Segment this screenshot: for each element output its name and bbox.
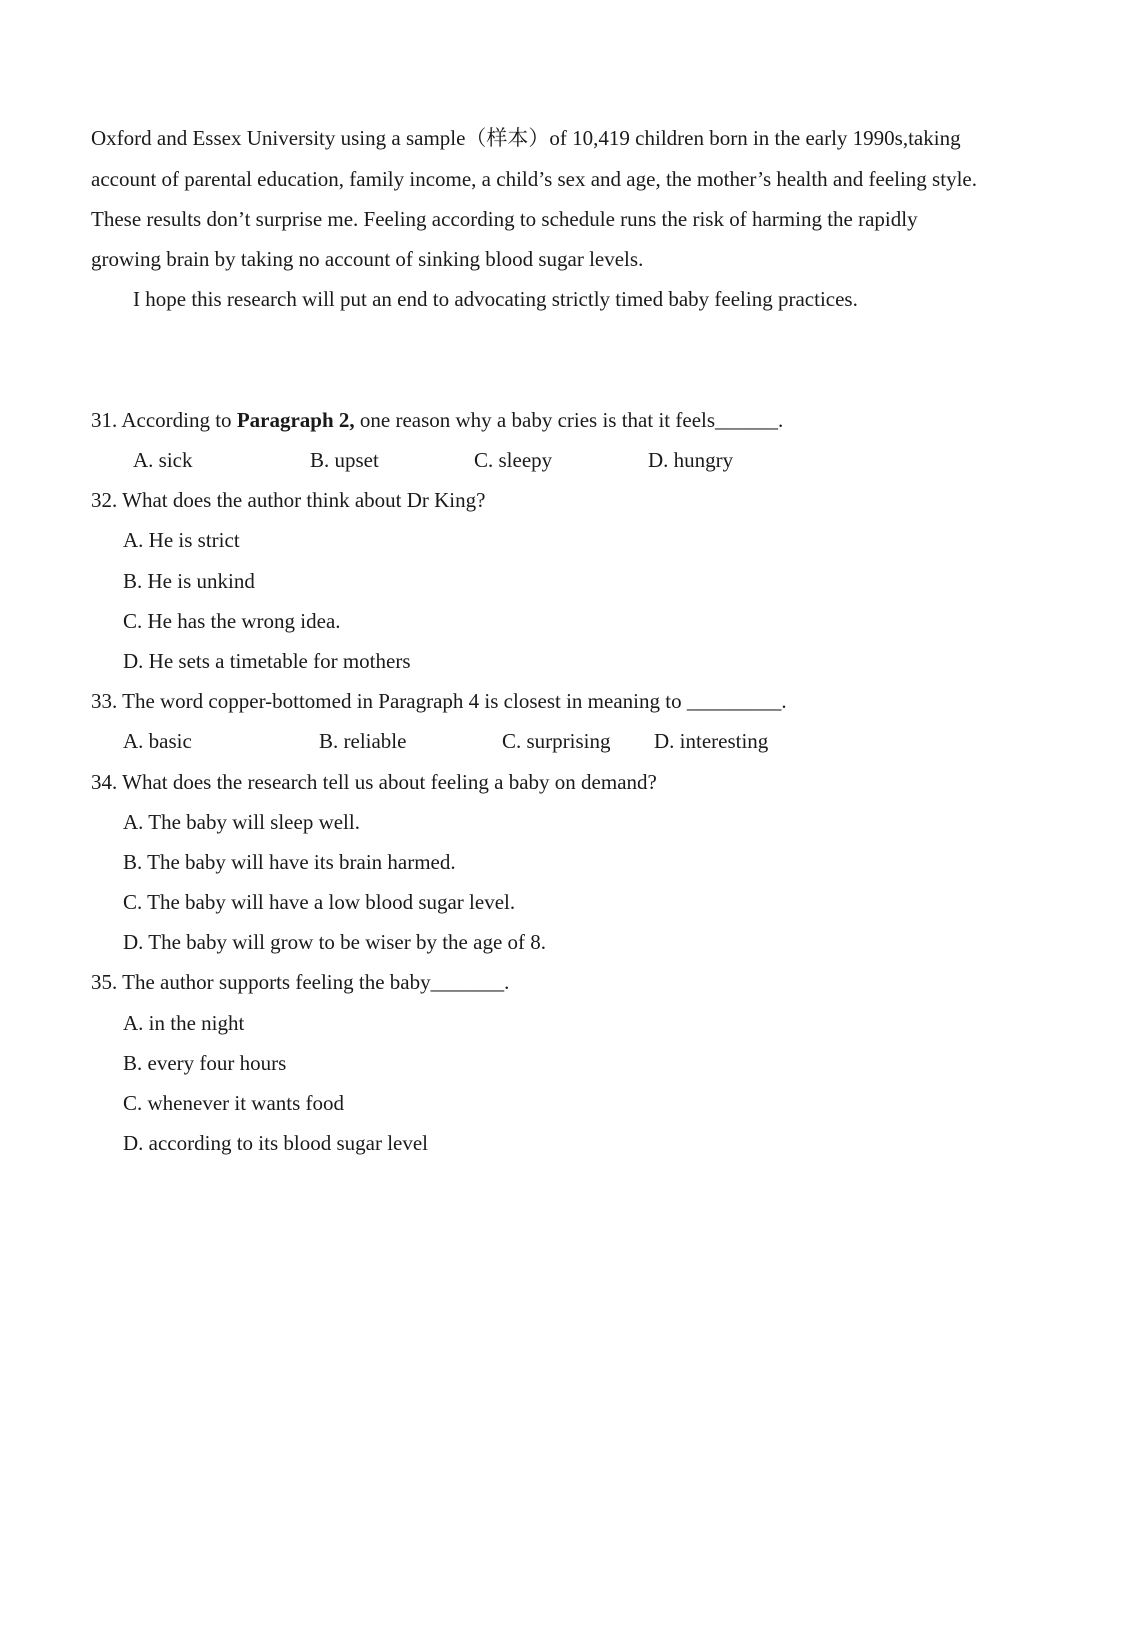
question-31-stem-pre: 31. According to <box>91 408 237 432</box>
passage-line: I hope this research will put an end to advocating strictly timed baby feeling practices. <box>133 287 858 311</box>
question-31-option-d: D. hungry <box>648 448 734 472</box>
passage-line: account of parental education, family income, a child’s sex and age, the mother’s health and feeling style. <box>91 167 977 191</box>
question-35-stem: 35. The author supports feeling the baby_______. <box>91 970 510 994</box>
question-31-stem-bold: Paragraph 2, <box>236 408 355 432</box>
question-35-option-a: A. in the night <box>123 1011 245 1035</box>
question-34-option-b: B. The baby will have its brain harmed. <box>123 850 456 874</box>
question-32-option-d: D. He sets a timetable for mothers <box>123 649 411 673</box>
question-35-option-d: D. according to its blood sugar level <box>123 1131 429 1155</box>
question-32-option-c: C. He has the wrong idea. <box>123 609 341 633</box>
question-35-option-b: B. every four hours <box>123 1051 287 1075</box>
question-32-option-b: B. He is unkind <box>123 569 255 593</box>
question-31-stem <box>91 407 783 433</box>
question-31-option-b: B. upset <box>310 448 379 472</box>
question-33-option-a: A. basic <box>123 729 192 753</box>
question-31-stem-post: one reason why a baby cries is that it feels______. <box>354 408 784 432</box>
question-32-option-a: A. He is strict <box>123 528 240 552</box>
question-34-stem: 34. What does the research tell us about feeling a baby on demand? <box>91 770 657 794</box>
question-34-option-d: D. The baby will grow to be wiser by the age of 8. <box>123 930 547 954</box>
passage-line: growing brain by taking no account of sinking blood sugar levels. <box>91 247 644 271</box>
question-31-option-c: C. sleepy <box>474 448 553 472</box>
question-33-option-d: D. interesting <box>654 729 769 753</box>
question-32-stem: 32. What does the author think about Dr King? <box>91 488 486 512</box>
question-34-option-a: A. The baby will sleep well. <box>123 810 360 834</box>
passage-line: Oxford and Essex University using a sample（样本）of 10,419 children born in the early 1990s,taking <box>91 126 961 150</box>
passage-line: These results don’t surprise me. Feeling according to schedule runs the risk of harming the rapidly <box>91 207 918 231</box>
question-33-option-c: C. surprising <box>502 729 611 753</box>
question-33-option-b: B. reliable <box>319 729 407 753</box>
question-33-stem: 33. The word copper-bottomed in Paragraph 4 is closest in meaning to _________. <box>91 689 787 713</box>
question-31-option-a: A. sick <box>133 448 193 472</box>
question-35-option-c: C. whenever it wants food <box>123 1091 345 1115</box>
question-34-option-c: C. The baby will have a low blood sugar level. <box>123 890 516 914</box>
